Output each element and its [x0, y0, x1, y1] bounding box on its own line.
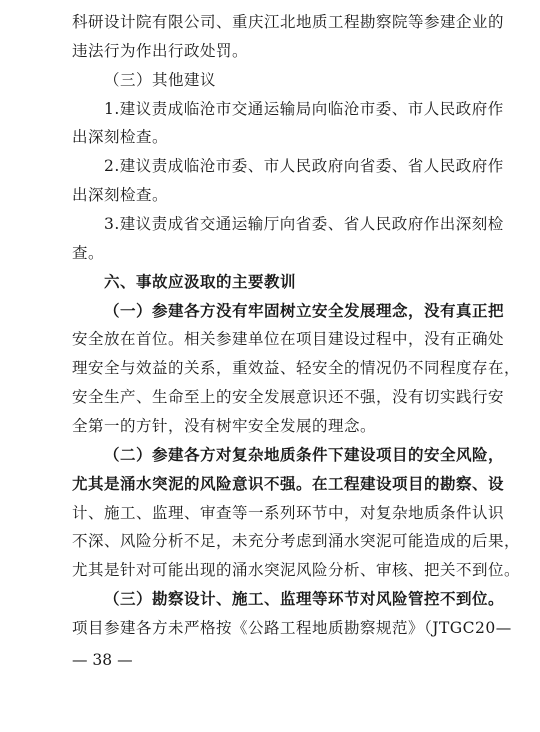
text-line-15: 全第一的方针，没有树牢安全发展的理念。: [72, 417, 377, 435]
text-line-2: 违法行为作出行政处罚。: [72, 41, 249, 60]
text-line-20: 尤其是针对可能出现的涌水突泥风险分析、审核、把关不到位。: [72, 561, 521, 580]
page-number: — 38 —: [72, 651, 133, 669]
text-line-11: （一）参建各方没有牢固树立安全发展理念，没有真正把: [104, 300, 505, 320]
text-line-5: 出深刻检查。: [72, 128, 169, 147]
text-line-21: （三）勘察设计、施工、监理等环节对风险管控不到位。: [104, 589, 505, 609]
text-line-19: 不深、风险分析不足，未充分考虑到涌水突泥可能造成的后果，: [72, 532, 521, 551]
text-line-14: 安全生产、生命至上的安全发展意识还不强，没有切实践行安: [72, 388, 505, 407]
text-line-13: 理安全与效益的关系，重效益、轻安全的情况仍不同程度存在，: [72, 359, 521, 378]
text-line-1: 科研设计院有限公司、重庆江北地质工程勘察院等参建企业的: [72, 13, 505, 31]
text-line-17: 尤其是涌水突泥的风险意识不强。在工程建设项目的勘察、设: [72, 473, 505, 493]
text-line-6: 2.建议责成临沧市委、市人民政府向省委、省人民政府作: [104, 157, 504, 176]
text-line-12: 安全放在首位。相关参建单位在项目建设过程中，没有正确处: [72, 330, 505, 349]
text-line-9: 查。: [72, 243, 105, 262]
text-line-3: （三）其他建议: [104, 70, 217, 89]
text-line-16: （二）参建各方对复杂地质条件下建设项目的安全风险，: [104, 444, 505, 464]
text-line-8: 3.建议责成省交通运输厅向省委、省人民政府作出深刻检: [104, 215, 504, 233]
text-line-7: 出深刻检查。: [72, 186, 169, 205]
text-line-10: 六、事故应汲取的主要教训: [104, 271, 297, 291]
text-line-4: 1.建议责成临沧市交通运输局向临沧市委、市人民政府作: [104, 99, 504, 118]
text-line-22: 项目参建各方未严格按《公路工程地质勘察规范》（JTGC20—: [72, 619, 512, 637]
text-line-18: 计、施工、监理、审查等一系列环节中，对复杂地质条件认识: [72, 503, 505, 522]
